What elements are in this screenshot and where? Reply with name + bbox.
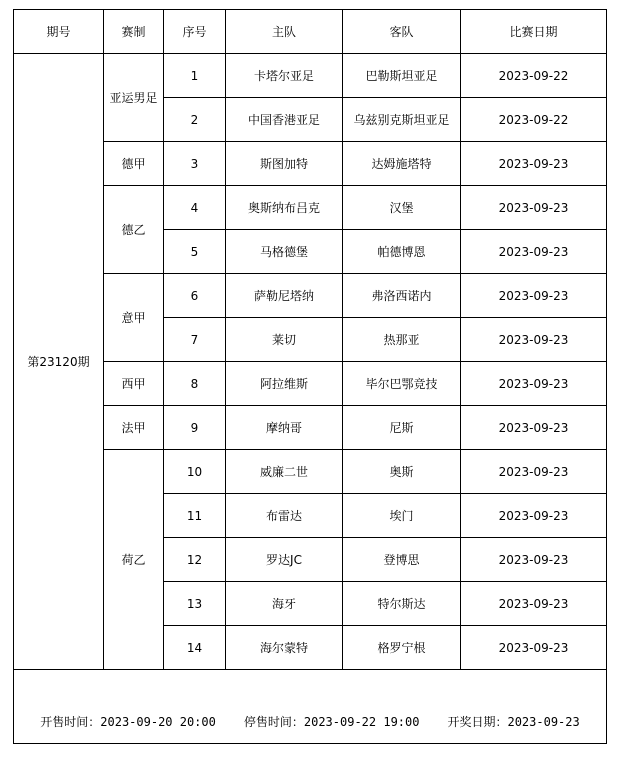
date-cell: 2023-09-23	[461, 142, 607, 186]
home-team-cell: 萨勒尼塔纳	[226, 274, 343, 318]
date-cell: 2023-09-23	[461, 626, 607, 670]
seq-cell: 2	[164, 98, 226, 142]
sale-info	[14, 699, 607, 744]
competition-cell: 荷乙	[104, 450, 164, 670]
date-cell: 2023-09-22	[461, 98, 607, 142]
home-team-cell: 卡塔尔亚足	[226, 54, 343, 98]
header-competition: 赛制	[104, 10, 164, 54]
table-row	[14, 54, 607, 98]
away-team-cell: 汉堡	[343, 186, 461, 230]
seq-cell: 4	[164, 186, 226, 230]
seq-cell: 3	[164, 142, 226, 186]
away-team-cell: 尼斯	[343, 406, 461, 450]
away-team-cell: 毕尔巴鄂竞技	[343, 362, 461, 406]
date-cell: 2023-09-23	[461, 318, 607, 362]
away-team-cell: 弗洛西诺内	[343, 274, 461, 318]
date-cell: 2023-09-23	[461, 230, 607, 274]
date-cell: 2023-09-23	[461, 450, 607, 494]
home-team-cell: 中国香港亚足	[226, 98, 343, 142]
competition-cell: 西甲	[104, 362, 164, 406]
away-team-cell: 帕德博恩	[343, 230, 461, 274]
competition-cell: 德甲	[104, 142, 164, 186]
date-cell: 2023-09-23	[461, 362, 607, 406]
seq-cell: 12	[164, 538, 226, 582]
date-cell: 2023-09-23	[461, 494, 607, 538]
sale-start-label: 开售时间：	[40, 714, 101, 729]
spacer-row	[14, 670, 607, 700]
header-issue: 期号	[14, 10, 104, 54]
home-team-cell: 布雷达	[226, 494, 343, 538]
header-away: 客队	[343, 10, 461, 54]
seq-cell: 13	[164, 582, 226, 626]
header-row	[14, 10, 607, 54]
date-cell: 2023-09-23	[461, 582, 607, 626]
sale-stop-label: 停售时间：	[243, 714, 304, 729]
sale-stop	[244, 713, 420, 730]
home-team-cell: 摩纳哥	[226, 406, 343, 450]
home-team-cell: 海尔蒙特	[226, 626, 343, 670]
header-date: 比赛日期	[461, 10, 607, 54]
home-team-cell: 马格德堡	[226, 230, 343, 274]
competition-cell: 亚运男足	[104, 54, 164, 142]
sale-start	[40, 713, 216, 730]
date-cell: 2023-09-23	[461, 186, 607, 230]
draw-date-label: 开奖日期：	[447, 714, 508, 729]
seq-cell: 8	[164, 362, 226, 406]
draw-date-value: 2023-09-23	[507, 714, 580, 729]
seq-cell: 11	[164, 494, 226, 538]
away-team-cell: 热那亚	[343, 318, 461, 362]
date-cell: 2023-09-22	[461, 54, 607, 98]
seq-cell: 6	[164, 274, 226, 318]
home-team-cell: 阿拉维斯	[226, 362, 343, 406]
seq-cell: 9	[164, 406, 226, 450]
away-team-cell: 奥斯	[343, 450, 461, 494]
away-team-cell: 乌兹别克斯坦亚足	[343, 98, 461, 142]
home-team-cell: 奥斯纳布吕克	[226, 186, 343, 230]
home-team-cell: 斯图加特	[226, 142, 343, 186]
home-team-cell: 莱切	[226, 318, 343, 362]
away-team-cell: 埃门	[343, 494, 461, 538]
match-schedule-table	[13, 9, 607, 744]
draw-date	[447, 713, 579, 730]
seq-cell: 5	[164, 230, 226, 274]
header-seq: 序号	[164, 10, 226, 54]
issue-number: 第23120期	[14, 54, 104, 670]
home-team-cell: 海牙	[226, 582, 343, 626]
sale-stop-value: 2023-09-22 19:00	[303, 714, 420, 729]
footer-row	[14, 699, 607, 744]
sale-start-value: 2023-09-20 20:00	[100, 714, 216, 729]
date-cell: 2023-09-23	[461, 274, 607, 318]
away-team-cell: 登博思	[343, 538, 461, 582]
home-team-cell: 罗达JC	[226, 538, 343, 582]
away-team-cell: 达姆施塔特	[343, 142, 461, 186]
seq-cell: 7	[164, 318, 226, 362]
away-team-cell: 格罗宁根	[343, 626, 461, 670]
home-team-cell: 威廉二世	[226, 450, 343, 494]
away-team-cell: 巴勒斯坦亚足	[343, 54, 461, 98]
seq-cell: 1	[164, 54, 226, 98]
competition-cell: 德乙	[104, 186, 164, 274]
header-home: 主队	[226, 10, 343, 54]
competition-cell: 意甲	[104, 274, 164, 362]
away-team-cell: 特尔斯达	[343, 582, 461, 626]
seq-cell: 10	[164, 450, 226, 494]
date-cell: 2023-09-23	[461, 406, 607, 450]
blank-cell	[14, 670, 607, 700]
seq-cell: 14	[164, 626, 226, 670]
date-cell: 2023-09-23	[461, 538, 607, 582]
competition-cell: 法甲	[104, 406, 164, 450]
